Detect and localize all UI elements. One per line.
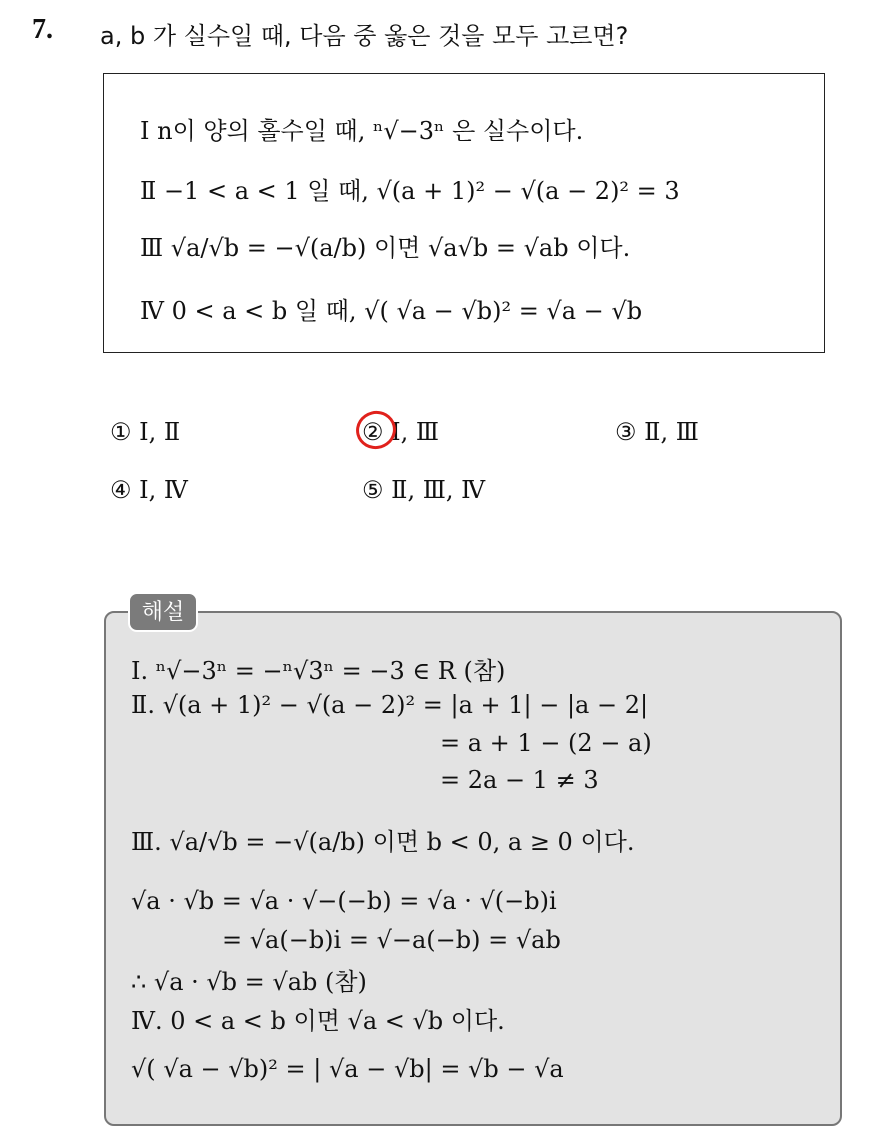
question-text: a, b 가 실수일 때, 다음 중 옳은 것을 모두 고르면?: [100, 22, 629, 50]
statement-3: Ⅲ √a/√b = −√(a/b) 이면 √a√b = √ab 이다.: [140, 234, 631, 262]
solution-box: [104, 611, 842, 1126]
solution-line-10: √( √a − √b)² = | √a − √b| = √b − √a: [131, 1055, 564, 1083]
solution-line-1: Ⅰ. ⁿ√−3ⁿ = −ⁿ√3ⁿ = −3 ∈ R (참): [131, 657, 506, 685]
solution-line-5: Ⅲ. √a/√b = −√(a/b) 이면 b < 0, a ≥ 0 이다.: [131, 828, 635, 856]
choice-5[interactable]: ⑤ Ⅱ, Ⅲ, Ⅳ: [362, 476, 486, 504]
statement-1: Ⅰ n이 양의 홀수일 때, ⁿ√−3ⁿ 은 실수이다.: [140, 117, 584, 145]
solution-line-8: ∴ √a · √b = √ab (참): [131, 968, 367, 996]
answer-circle-mark: [352, 407, 400, 454]
choice-4[interactable]: ④ Ⅰ, Ⅳ: [110, 476, 188, 504]
solution-tag: 해설: [128, 592, 198, 632]
choice-1[interactable]: ① Ⅰ, Ⅱ: [110, 418, 181, 446]
solution-line-9: Ⅳ. 0 < a < b 이면 √a < √b 이다.: [131, 1007, 505, 1035]
solution-line-4: = 2a − 1 ≠ 3: [440, 766, 599, 794]
solution-line-7: = √a(−b)i = √−a(−b) = √ab: [222, 926, 561, 954]
choice-2[interactable]: ② Ⅰ, Ⅲ: [362, 418, 440, 446]
solution-line-6: √a · √b = √a · √−(−b) = √a · √(−b)i: [131, 887, 557, 915]
statement-2: Ⅱ −1 < a < 1 일 때, √(a + 1)² − √(a − 2)² = 3: [140, 177, 680, 205]
statement-4: Ⅳ 0 < a < b 일 때, √( √a − √b)² = √a − √b: [140, 297, 643, 325]
solution-line-2: Ⅱ. √(a + 1)² − √(a − 2)² = |a + 1| − |a − 2|: [131, 691, 649, 719]
choice-3[interactable]: ③ Ⅱ, Ⅲ: [615, 418, 699, 446]
solution-line-3: = a + 1 − (2 − a): [440, 729, 652, 757]
question-number: 7.: [32, 14, 53, 45]
